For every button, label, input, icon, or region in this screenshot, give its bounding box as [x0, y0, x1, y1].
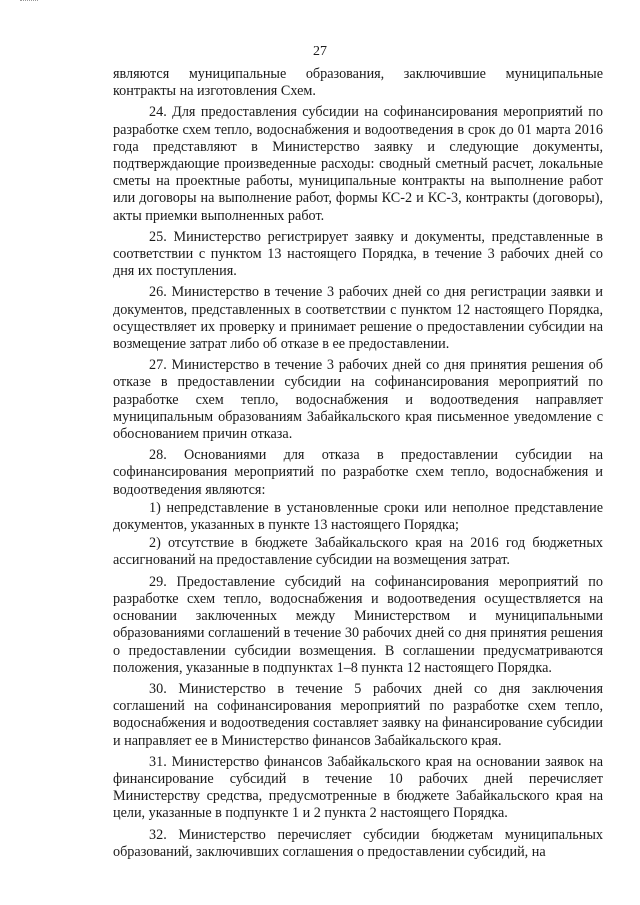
- paragraph-32: 32. Министерство перечисляет субсидии бюджетам муниципальных образований, заключивших соглашения о предоставлении субсидий, на: [113, 826, 603, 860]
- paragraph-27: 27. Министерство в течение 3 рабочих дней со дня принятия решения об отказе в предоставлении субсидии на софинансирования мероприятий по разработке схем тепло, водоснабжения и водоотведения направляет муниципальным образованиям Забайкальского края письменное уведомление с обоснованием причин отказа.: [113, 357, 603, 443]
- paragraph-29: 29. Предоставление субсидий на софинансирования мероприятий по разработке схем тепло, водоснабжения и водоотведения осуществляется на основании заключенных между Министерством и муниципальными образованиями соглашений в течение 30 рабочих дней со дня принятия решения о предоставлении субсидии возмещения. В соглашении предусматриваются положения, указанные в подпунктах 1–8 пункта 12 настоящего Порядка.: [113, 573, 603, 676]
- scan-mark: [20, 0, 38, 4]
- paragraph-28-item-2: 2) отсутствие в бюджете Забайкальского края на 2016 год бюджетных ассигнований на предоставление субсидии на возмещения затрат.: [113, 535, 603, 569]
- page-number: 27: [313, 44, 327, 59]
- paragraph-26: 26. Министерство в течение 3 рабочих дней со дня регистрации заявки и документов, представленных в соответствии с пунктом 12 настоящего Порядка, осуществляет их проверку и принимает решение о предоставлении субсидии на возмещение затрат либо об отказе в ее предоставлении.: [113, 284, 603, 353]
- paragraph-24: 24. Для предоставления субсидии на софинансирования мероприятий по разработке схем тепло, водоснабжения и водоотведения в срок до 01 марта 2016 года представляют в Министерство заявку и следующие документы, подтверждающие произведенные расходы: сводный сметный расчет, локальные сметы на проектные работы, муниципальные контракты на выполнение работ или договоры на выполнение работ, формы КС-2 и КС-3, контракты (договоры), акты приемки выполненных работ.: [113, 104, 603, 224]
- document-body: [113, 66, 603, 865]
- paragraph-28-item-1: 1) непредставление в установленные сроки или неполное представление документов, указанных в пункте 13 настоящего Порядка;: [113, 499, 603, 534]
- paragraph-25: 25. Министерство регистрирует заявку и документы, представленные в соответствии с пунктом 13 настоящего Порядка, в течение 3 рабочих дней со дня их поступления.: [113, 228, 603, 280]
- paragraph-31: 31. Министерство финансов Забайкальского края на основании заявок на финансирование субсидий в течение 10 рабочих дней перечисляет Министерству средства, предусмотренные в бюджете Забайкальского края на цели, указанные в подпункте 1 и 2 пункта 2 настоящего Порядка.: [113, 753, 603, 822]
- paragraph-30: 30. Министерство в течение 5 рабочих дней со дня заключения соглашений на софинансирования мероприятий по разработке схем тепло, водоснабжения и водоотведения составляет заявку на финансирование субсидии и направляет ее в Министерство финансов Забайкальского края.: [113, 680, 603, 749]
- paragraph-continuation: являются муниципальные образования, заключившие муниципальные контракты на изготовления Схем.: [113, 66, 603, 100]
- paragraph-28: 28. Основаниями для отказа в предоставлении субсидии на софинансирования мероприятий по разработке схем тепло, водоснабжения и водоотведения являются:: [113, 447, 603, 498]
